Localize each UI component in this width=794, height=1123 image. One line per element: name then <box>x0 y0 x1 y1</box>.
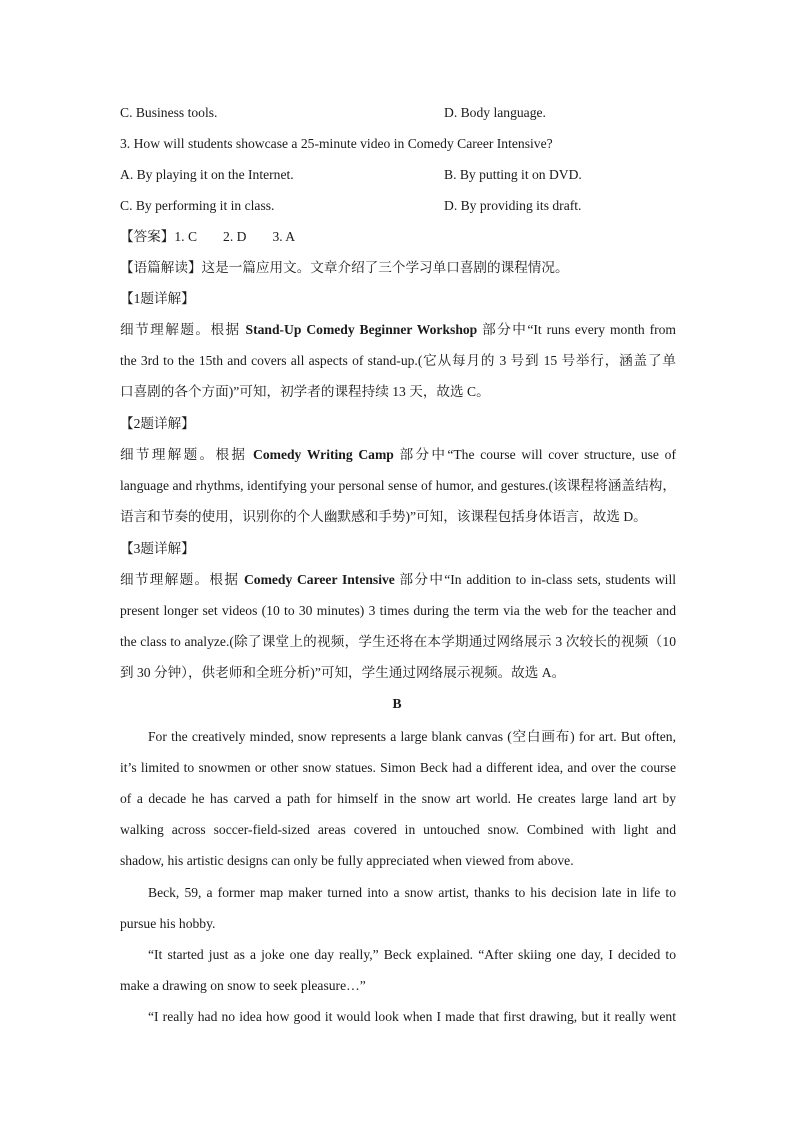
explain2-line1: 细节理解题。根据 Comedy Writing Camp 部分中“The course will cover structure, use of <box>120 447 676 462</box>
passage-p1-line: shadow, his artistic designs can only be fully appreciated when viewed from above. <box>120 853 574 868</box>
passage-p1-line: it’s limited to snowmen or other snow statues. Simon Beck had a different idea, and over the course <box>120 760 676 775</box>
explain3-line3: the class to analyze.(除了课堂上的视频，学生还将在本学期通过网络展示 3 次较长的视频（10 <box>120 634 676 649</box>
explain2-section-name: Comedy Writing Camp <box>253 447 394 462</box>
passage-p2-line: pursue his hobby. <box>120 916 216 931</box>
explain1-line2: the 3rd to the 15th and covers all aspects of stand-up.(它从每月的 3 号到 15 号举行，涵盖了单 <box>120 353 676 368</box>
q2-option-c: C. Business tools. <box>120 105 218 120</box>
explain1-line3: 口喜剧的各个方面)”可知，初学者的课程持续 13 天，故选 C。 <box>120 384 490 399</box>
passage-p1-line: For the creatively minded, snow represents a large blank canvas (空白画布) for art. But often, <box>148 729 676 744</box>
explain1-line1: 细节理解题。根据 Stand-Up Comedy Beginner Workshop 部分中“It runs every month from <box>120 322 676 337</box>
explain3-heading: 【3题详解】 <box>120 541 195 556</box>
explain3-line2: present longer set videos (10 to 30 minutes) 3 times during the term via the web for the teacher and <box>120 603 676 618</box>
passage-p1-line: walking across soccer-field-sized areas covered in untouched snow. Combined with light and <box>120 822 676 837</box>
reading-note: 【语篇解读】这是一篇应用文。文章介绍了三个学习单口喜剧的课程情况。 <box>120 260 569 275</box>
passage-p1-line: of a decade he has carved a path for himself in the snow art world. He creates large land art by <box>120 791 676 806</box>
answer-line <box>120 227 676 247</box>
passage-p3-line: make a drawing on snow to seek pleasure…” <box>120 978 366 993</box>
q3-option-b: B. By putting it on DVD. <box>444 167 582 182</box>
explain3-section-name: Comedy Career Intensive <box>243 572 395 587</box>
explain3-line1: 细节理解题。根据 Comedy Career Intensive 部分中“In addition to in-class sets, students will <box>120 572 677 587</box>
explain1-heading: 【1题详解】 <box>120 291 195 306</box>
answer-2: 2. D <box>223 229 247 244</box>
explain1-section-name: Stand-Up Comedy Beginner Workshop <box>245 322 478 337</box>
explain3-line4: 到 30 分钟），供老师和全班分析)”可知，学生通过网络展示视频。故选 A。 <box>120 665 566 680</box>
explain2-heading: 【2题详解】 <box>120 416 195 431</box>
explain2-line3: 语言和节奏的使用，识别你的个人幽默感和手势)”可知，该课程包括身体语言，故选 D。 <box>120 509 647 524</box>
passage-p3-line: “It started just as a joke one day really,” Beck explained. “After skiing one day, I decided to <box>148 947 676 962</box>
q2-option-d: D. Body language. <box>444 105 546 120</box>
passage-p4-line: “I really had no idea how good it would look when I made that first drawing, but it really went <box>148 1009 676 1024</box>
q3-option-c: C. By performing it in class. <box>120 198 275 213</box>
passage-title: B <box>392 696 402 711</box>
answer-3: 3. A <box>272 229 296 244</box>
passage-p2-line: Beck, 59, a former map maker turned into a snow artist, thanks to his decision late in life to <box>148 885 676 900</box>
q3-option-d: D. By providing its draft. <box>444 198 582 213</box>
answer-1: 1. C <box>174 229 198 244</box>
q3-stem: 3. How will students showcase a 25-minute video in Comedy Career Intensive? <box>120 136 553 151</box>
q3-option-a: A. By playing it on the Internet. <box>120 167 294 182</box>
explain2-line2: language and rhythms, identifying your personal sense of humor, and gestures.(该课程将涵盖结构， <box>120 478 676 493</box>
answer-label: 【答案】 <box>120 229 175 244</box>
